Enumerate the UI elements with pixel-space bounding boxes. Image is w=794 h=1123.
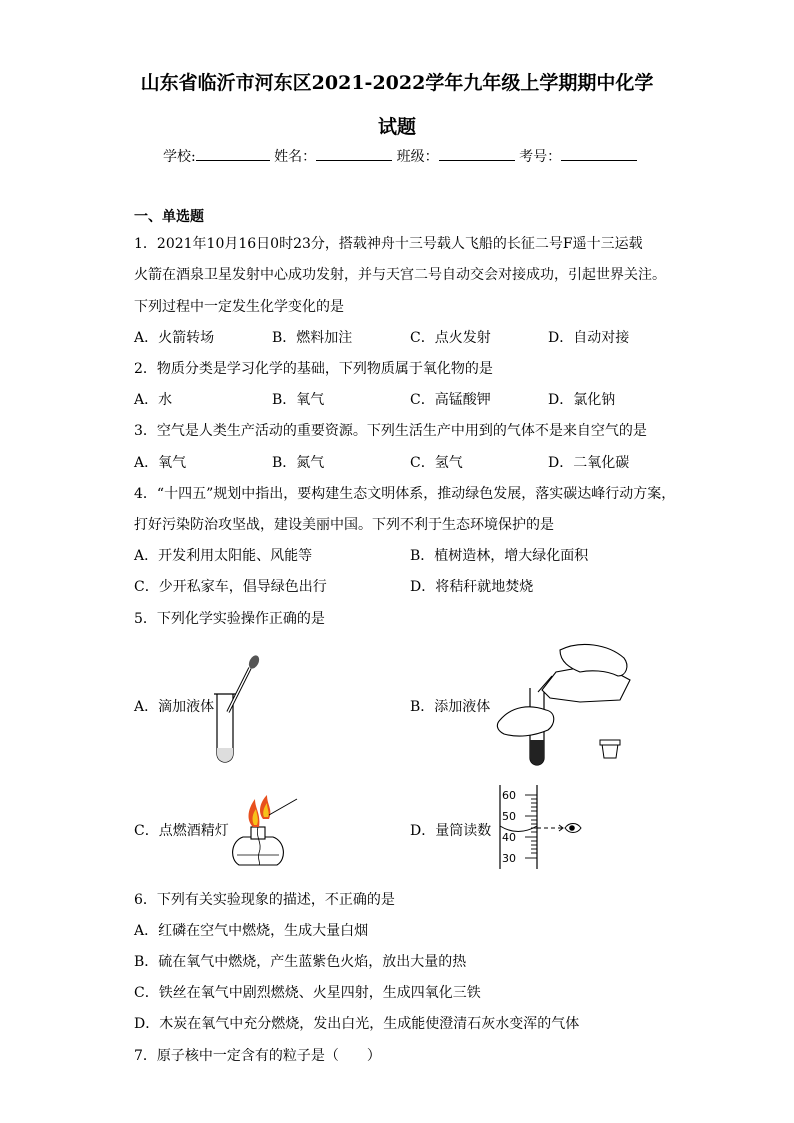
- q5-option-a[interactable]: A．滴加液体: [134, 699, 215, 715]
- cylinder-tick-40: 40: [502, 831, 516, 844]
- q6-option-a[interactable]: A．红磷在空气中燃烧，生成大量白烟: [134, 923, 369, 939]
- q2-option-b[interactable]: B．氧气: [272, 392, 325, 408]
- q4-stem-line1: 4．“十四五”规划中指出，要构建生态文明体系，推动绿色发展，落实碳达峰行动方案，: [134, 486, 676, 502]
- q2-option-d[interactable]: D．氯化钠: [548, 392, 616, 408]
- exam-no-blank[interactable]: [561, 146, 637, 161]
- q2-option-c[interactable]: C．高锰酸钾: [410, 392, 491, 408]
- exam-no-label: 考号：: [519, 149, 562, 165]
- q1-stem-line2: 火箭在酒泉卫星发射中心成功发射，并与天宫二号自动交会对接成功，引起世界关注。: [134, 267, 666, 283]
- name-blank[interactable]: [316, 146, 392, 161]
- q1-option-d[interactable]: D．自动对接: [548, 330, 630, 346]
- graduated-cylinder-figure: [495, 785, 590, 871]
- class-label: 班级：: [396, 149, 439, 165]
- q3-option-a[interactable]: A．氧气: [134, 455, 187, 471]
- school-blank[interactable]: [196, 146, 270, 161]
- q6-option-b[interactable]: B．硫在氧气中燃烧，产生蓝紫色火焰，放出大量的热: [134, 954, 467, 970]
- q4-option-c[interactable]: C．少开私家车，倡导绿色出行: [134, 579, 327, 595]
- q1-option-a[interactable]: A．火箭转场: [134, 330, 215, 346]
- q3-option-d[interactable]: D．二氧化碳: [548, 455, 630, 471]
- q5-option-c[interactable]: C．点燃酒精灯: [134, 823, 229, 839]
- q3-option-c[interactable]: C．氢气: [410, 455, 463, 471]
- page-title: 山东省临沂市河东区2021-2022学年九年级上学期期中化学: [140, 72, 654, 94]
- q1-option-b[interactable]: B．燃料加注: [272, 330, 353, 346]
- q2-option-a[interactable]: A．水: [134, 392, 173, 408]
- dropper-test-tube-figure: [205, 652, 265, 767]
- student-info-row: [163, 146, 637, 166]
- cylinder-tick-30: 30: [502, 852, 516, 865]
- q6-stem: 6．下列有关实验现象的描述，不正确的是: [134, 892, 395, 908]
- q3-option-b[interactable]: B．氮气: [272, 455, 325, 471]
- q4-option-b[interactable]: B．植树造林，增大绿化面积: [410, 548, 589, 564]
- cylinder-tick-50: 50: [502, 810, 516, 823]
- pouring-liquid-figure: [490, 640, 650, 775]
- q1-option-c[interactable]: C．点火发射: [410, 330, 491, 346]
- class-blank[interactable]: [439, 146, 515, 161]
- q7-stem: 7．原子核中一定含有的粒子是（ ）: [134, 1048, 381, 1064]
- q5-stem: 5．下列化学实验操作正确的是: [134, 611, 325, 627]
- cylinder-tick-60: 60: [502, 789, 516, 802]
- section-heading: 一、单选题: [134, 209, 204, 225]
- q6-option-c[interactable]: C．铁丝在氧气中剧烈燃烧、火星四射，生成四氧化三铁: [134, 985, 481, 1001]
- q5-option-d[interactable]: D．量筒读数: [410, 823, 492, 839]
- q4-option-a[interactable]: A．开发利用太阳能、风能等: [134, 548, 313, 564]
- name-label: 姓名：: [274, 149, 317, 165]
- q1-stem-line3: 下列过程中一定发生化学变化的是: [134, 299, 344, 315]
- alcohol-lamp-figure: [225, 785, 305, 875]
- q6-option-d[interactable]: D．木炭在氧气中充分燃烧，发出白光，生成能使澄清石灰水变浑的气体: [134, 1016, 580, 1032]
- q2-stem: 2．物质分类是学习化学的基础，下列物质属于氧化物的是: [134, 361, 493, 377]
- school-label: 学校:: [163, 149, 196, 165]
- page-title-line2: 试题: [377, 116, 416, 138]
- q5-option-b[interactable]: B．添加液体: [410, 699, 491, 715]
- q4-stem-line2: 打好污染防治攻坚战，建设美丽中国。下列不利于生态环境保护的是: [134, 517, 554, 533]
- q4-option-d[interactable]: D．将秸秆就地焚烧: [410, 579, 534, 595]
- q1-stem-line1: 1．2021年10月16日0时23分，搭载神舟十三号载人飞船的长征二号F遥十三运载: [134, 236, 643, 252]
- q3-stem: 3．空气是人类生产活动的重要资源。下列生活生产中用到的气体不是来自空气的是: [134, 423, 647, 439]
